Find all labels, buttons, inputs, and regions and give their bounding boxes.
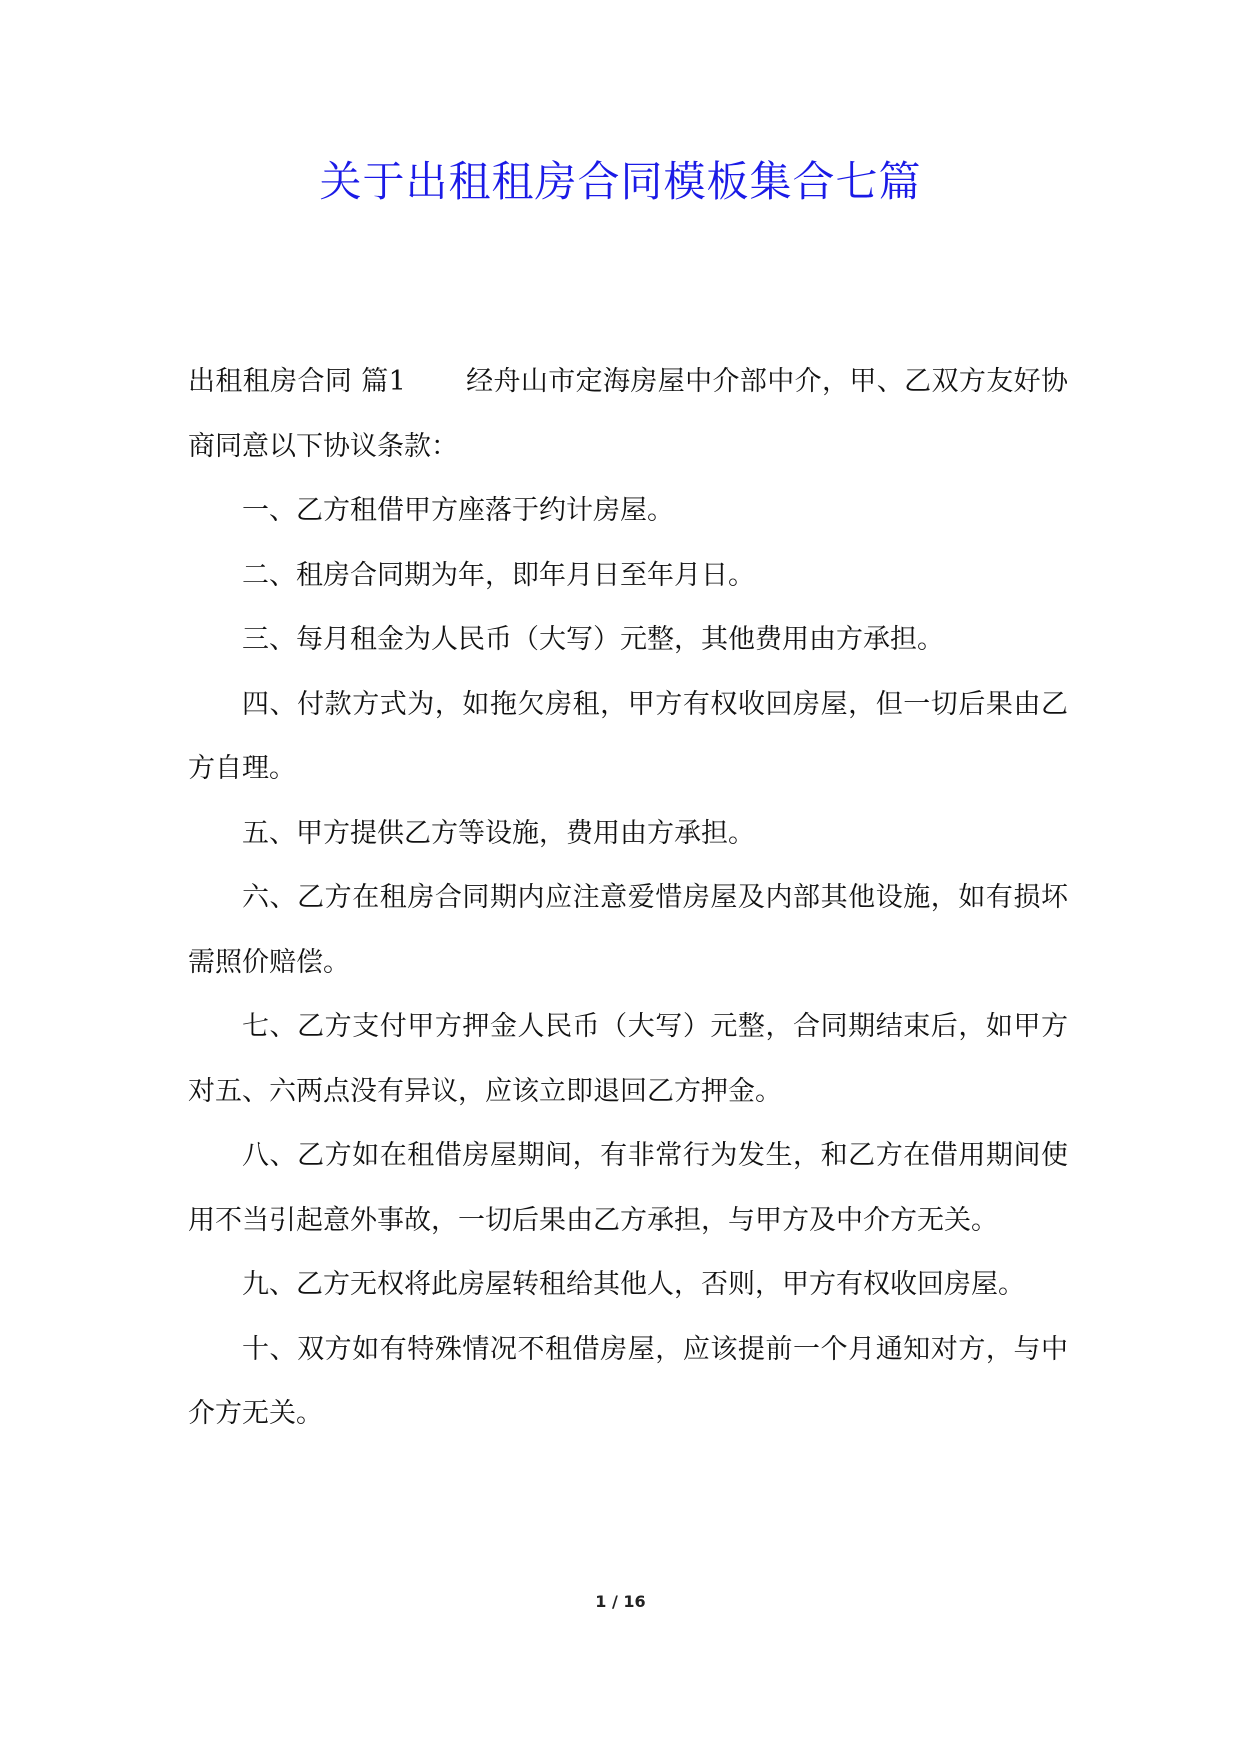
document-title: 关于出租租房合同模板集合七篇	[319, 157, 922, 206]
clause-9: 九、乙方无权将此房屋转租给其他人，否则，甲方有权收回房屋。	[242, 1269, 1025, 1300]
page-number: 1 / 16	[595, 1592, 646, 1611]
clause-2: 二、租房合同期为年，即年月日至年月日。	[242, 559, 755, 591]
clause-4: 四、付款方式为，如拖欠房租，甲方有权收回房屋，但一切后果由乙方自理。	[188, 688, 1068, 784]
clause-10: 十、双方如有特殊情况不租借房屋，应该提前一个月通知对方，与中介方无关。	[188, 1333, 1068, 1429]
clause-7: 七、乙方支付甲方押金人民币（大写）元整，合同期结束后，如甲方对五、六两点没有异议，应该立即退回乙方押金。	[188, 1011, 1068, 1107]
clause-3: 三、每月租金为人民币（大写）元整，其他费用由方承担。	[242, 624, 944, 655]
clause-6: 六、乙方在租房合同期内应注意爱惜房屋及内部其他设施，如有损坏需照价赔偿。	[188, 882, 1068, 978]
intro-text: 经舟山市定海房屋中介部中介，甲、乙双方友好协商同意以下协议条款：	[188, 366, 1069, 462]
intro-paragraph	[188, 350, 1068, 479]
section-heading: 出租租房合同 篇1	[188, 366, 406, 397]
document-body	[188, 350, 1068, 1447]
clause-1: 一、乙方租借甲方座落于约计房屋。	[242, 495, 674, 526]
clause-5: 五、甲方提供乙方等设施，费用由方承担。	[242, 817, 755, 849]
clause-8: 八、乙方如在租借房屋期间，有非常行为发生，和乙方在借用期间使用不当引起意外事故，一切后果由乙方承担，与甲方及中介方无关。	[188, 1140, 1068, 1236]
